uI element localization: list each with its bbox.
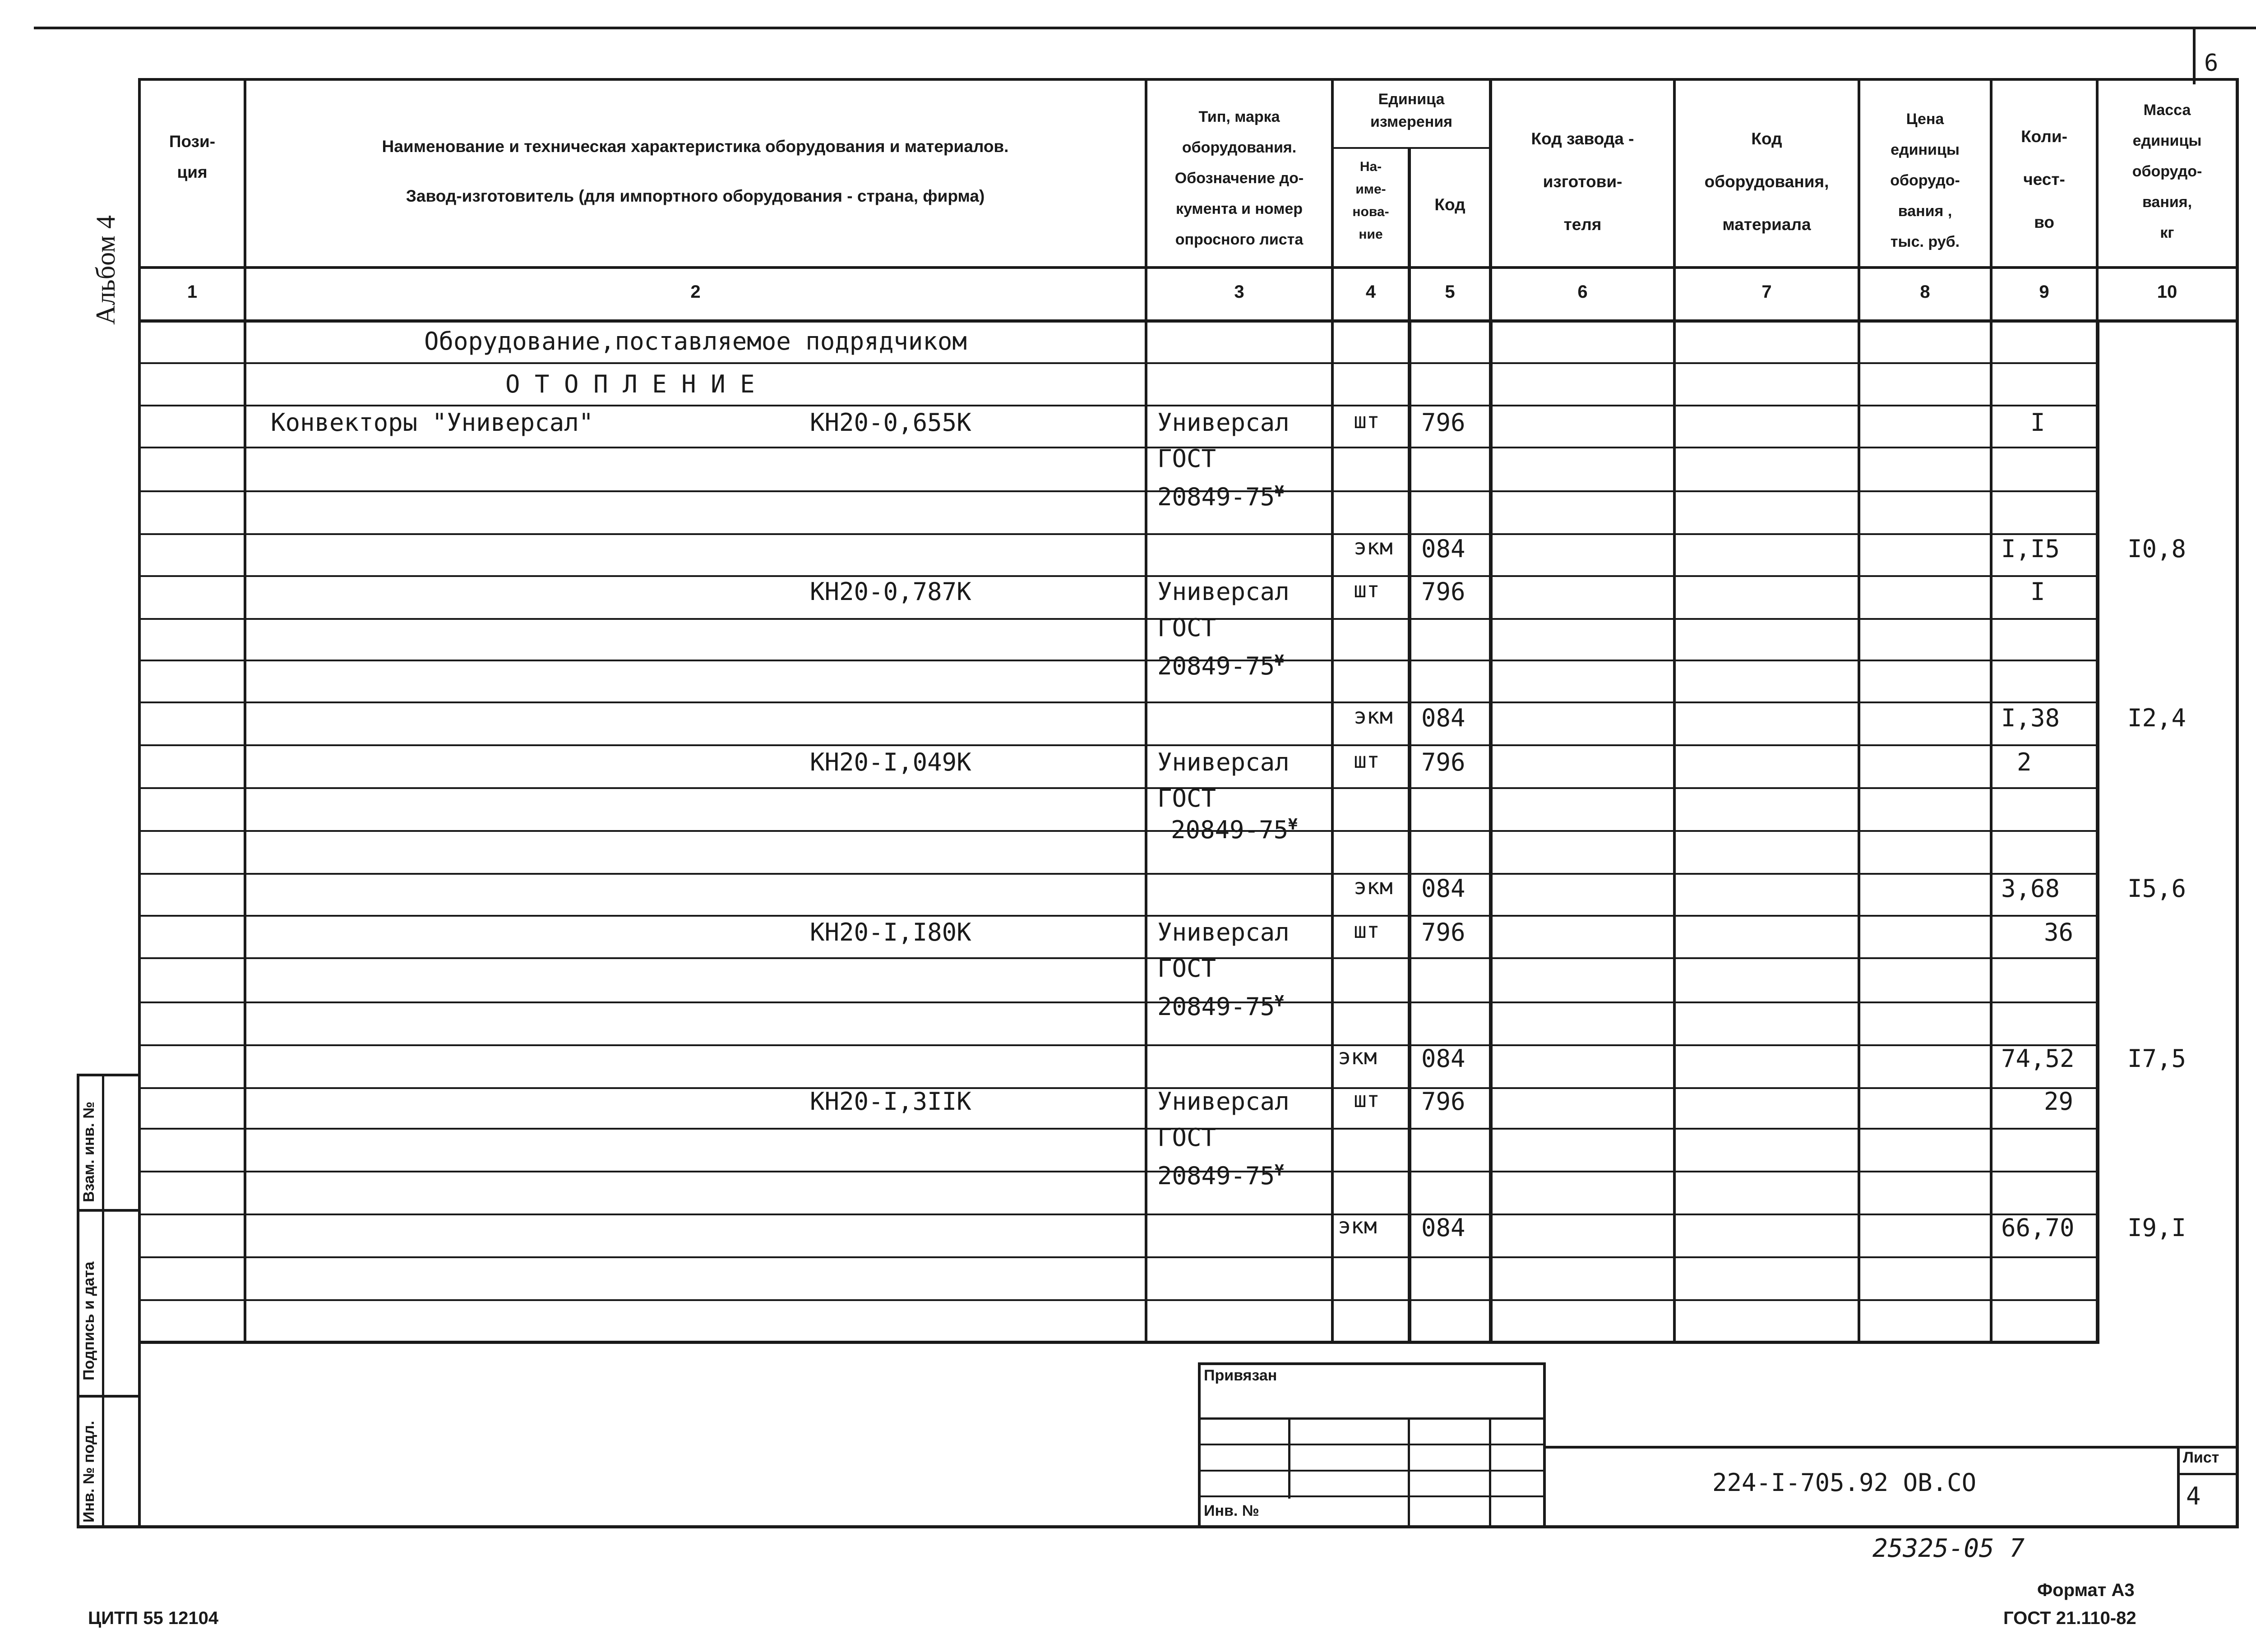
col-line-2	[1145, 78, 1147, 1344]
row-line	[138, 1214, 2099, 1215]
item-mass: I5,6	[2127, 874, 2187, 903]
row-line	[138, 490, 2099, 492]
item-unit-pcs: шт	[1354, 1087, 1380, 1112]
header-col9: Коли- чест- во	[2021, 127, 2067, 231]
stamp-row-3	[1198, 1470, 1545, 1472]
footnote-mark: ¥	[1288, 816, 1298, 834]
thick-col-line	[1489, 319, 1493, 1344]
row-line	[138, 1001, 2099, 1003]
item-model: КН20-I,3IIК	[810, 1087, 971, 1116]
stamp-top	[1198, 1362, 1545, 1365]
colnum-9: 9	[2039, 282, 2049, 302]
doc-area-top	[1543, 1446, 2239, 1449]
row-line	[138, 957, 2099, 959]
item-mass: I7,5	[2127, 1044, 2187, 1073]
row-line	[138, 575, 2099, 577]
strip-outer-left	[77, 1074, 79, 1528]
header-col5: Код	[1434, 195, 1465, 214]
item-code-pcs: 796	[1421, 577, 1465, 606]
product-name: Конвекторы "Универсал"	[271, 408, 594, 437]
row-line	[138, 533, 2099, 535]
row-line	[138, 873, 2099, 875]
strip-label-vzam: Взам. инв. №	[80, 1101, 97, 1202]
item-code-pcs: 796	[1421, 918, 1465, 946]
colnum-3: 3	[1234, 282, 1244, 302]
header-col10: Масса единицы оборудо- вания, кг	[2132, 102, 2202, 241]
col-line-6	[1673, 78, 1676, 1344]
handwritten-number: 25325-05 7	[1872, 1534, 2025, 1563]
footnote-mark: ¥	[1275, 1162, 1284, 1180]
header-col8: Цена единицы оборудо- вания , тыс. руб.	[1890, 111, 1960, 250]
item-code-pcs: 796	[1421, 408, 1465, 437]
item-type: Универсал	[1157, 918, 1290, 946]
item-gost: ГОСТ	[1157, 444, 1216, 473]
item-qty-ekm: 66,70	[2001, 1214, 2075, 1242]
row-line	[138, 701, 2099, 703]
item-gost: ГОСТ	[1157, 784, 1216, 812]
top-border-line	[34, 27, 2256, 29]
col-line-8	[1990, 78, 1992, 1344]
sheet-box-left	[2177, 1446, 2180, 1528]
colnum-1: 1	[187, 282, 198, 302]
item-code-ekm: 084	[1421, 704, 1465, 732]
album-label: Альбом 4	[91, 215, 120, 325]
format-label: Формат А3	[2037, 1580, 2135, 1600]
doc-code: 224-I-705.92 ОВ.СО	[1712, 1468, 1977, 1497]
col-line-3	[1331, 78, 1334, 1344]
subsection-title: О Т О П Л Е Н И Е	[505, 370, 755, 398]
header-col1: Пози- ция	[169, 132, 216, 181]
strip-label-podpis: Подпись и дата	[80, 1261, 97, 1380]
item-code-ekm: 084	[1421, 874, 1465, 903]
colnum-10: 10	[2157, 282, 2177, 302]
item-std: 20849-75¥	[1157, 992, 1284, 1021]
row-line	[138, 1087, 2099, 1089]
ctp-label: ЦИТП 55 12104	[88, 1608, 219, 1628]
item-code-ekm: 084	[1421, 1214, 1465, 1242]
stamp-col-3	[1489, 1417, 1491, 1528]
thick-col-line	[1408, 319, 1411, 1344]
item-gost: ГОСТ	[1157, 1123, 1216, 1152]
item-qty-ekm: 74,52	[2001, 1044, 2075, 1073]
thick-col-line	[2096, 319, 2099, 1344]
tab-left-line	[2193, 27, 2196, 84]
colnum-2: 2	[690, 282, 701, 302]
item-code-ekm: 084	[1421, 1044, 1465, 1073]
strip-sep-1	[77, 1209, 141, 1212]
header-bottom-line	[138, 266, 2239, 269]
colnum-8: 8	[1920, 282, 1930, 302]
item-qty-pcs: I	[2030, 408, 2045, 437]
item-qty-ekm: I,I5	[2001, 535, 2060, 563]
item-type: Универсал	[1157, 408, 1290, 437]
item-model: КН20-I,049К	[810, 748, 971, 776]
frame-bottom	[77, 1525, 2239, 1528]
item-std: 20849-75¥	[1157, 652, 1284, 680]
row-line	[138, 787, 2099, 789]
col-line-7	[1858, 78, 1860, 1344]
stamp-inv-label: Инв. №	[1204, 1502, 1259, 1519]
row-line	[138, 1171, 2099, 1172]
stamp-row-4	[1198, 1495, 1545, 1497]
item-model: КН20-0,655К	[810, 408, 971, 437]
sheet-box-mid	[2177, 1473, 2239, 1475]
row-line	[138, 1299, 2099, 1301]
item-unit-ekm: экм	[1354, 874, 1393, 900]
item-gost: ГОСТ	[1157, 954, 1216, 983]
item-qty-ekm: I,38	[2001, 704, 2060, 732]
item-code-pcs: 796	[1421, 748, 1465, 776]
item-type: Универсал	[1157, 1087, 1290, 1116]
numbers-bottom-line	[138, 319, 2239, 323]
item-type: Универсал	[1157, 577, 1290, 606]
item-mass: I2,4	[2127, 704, 2187, 732]
row-line	[138, 915, 2099, 917]
col-line-1	[244, 78, 246, 1344]
item-qty-ekm: 3,68	[2001, 874, 2060, 903]
colnum-4: 4	[1365, 282, 1376, 302]
item-code-ekm: 084	[1421, 535, 1465, 563]
table-body-bottom	[138, 1341, 2099, 1344]
sheet-label: Лист	[2183, 1449, 2219, 1466]
item-mass: I9,I	[2127, 1214, 2187, 1242]
colnum-6: 6	[1577, 282, 1588, 302]
item-unit-pcs: шт	[1354, 918, 1380, 943]
row-line	[138, 1128, 2099, 1130]
item-gost: ГОСТ	[1157, 614, 1216, 642]
item-qty-pcs: I	[2030, 577, 2045, 606]
colnum-5: 5	[1445, 282, 1455, 302]
row-line	[138, 660, 2099, 661]
header-unit-group: Единица измерения	[1370, 91, 1452, 130]
stamp-row-1	[1198, 1417, 1545, 1420]
frame-right	[2236, 78, 2239, 1528]
item-unit-pcs: шт	[1354, 577, 1380, 603]
item-unit-ekm: экм	[1338, 1044, 1377, 1070]
item-unit-pcs: шт	[1354, 748, 1380, 773]
item-qty-pcs: 29	[2044, 1087, 2074, 1116]
item-model: КН20-I,I80К	[810, 918, 971, 946]
item-unit-ekm: экм	[1338, 1214, 1377, 1239]
row-line	[138, 1256, 2099, 1258]
colnum-7: 7	[1761, 282, 1772, 302]
item-model: КН20-0,787К	[810, 577, 971, 606]
row-line	[138, 1044, 2099, 1046]
item-qty-pcs: 2	[2017, 748, 2032, 776]
item-std: 20849-75¥	[1171, 816, 1298, 844]
item-code-pcs: 796	[1421, 1087, 1465, 1116]
header-col2: Наименование и техническая характеристика оборудования и материалов. Завод-изготовитель (для импортного оборудования - страна, фирма)	[382, 137, 1009, 205]
stamp-left	[1198, 1362, 1201, 1528]
header-col6: Код завода - изготови- теля	[1531, 129, 1634, 234]
item-unit-ekm: экм	[1354, 704, 1393, 729]
item-std: 20849-75¥	[1157, 1162, 1284, 1190]
stamp-right	[1543, 1362, 1546, 1528]
header-col4: На- име- нова- ние	[1352, 159, 1389, 242]
item-qty-pcs: 36	[2044, 918, 2074, 946]
header-col3: Тип, марка оборудования. Обозначение до- кумента и номер опросного листа	[1174, 108, 1304, 248]
stamp-tied-label: Привязан	[1204, 1367, 1277, 1384]
gost-footer: ГОСТ 21.110-82	[2003, 1608, 2136, 1628]
unit-group-line	[1331, 147, 1491, 149]
footnote-mark: ¥	[1275, 652, 1284, 670]
item-unit-pcs: шт	[1354, 408, 1380, 434]
strip-inner-left	[102, 1074, 104, 1528]
section-title: Оборудование,поставляемое подрядчиком	[424, 327, 967, 355]
sheet-tab-number: 6	[2204, 50, 2219, 77]
item-std: 20849-75¥	[1157, 483, 1284, 511]
item-mass: I0,8	[2127, 535, 2187, 563]
stamp-row-2	[1198, 1444, 1545, 1445]
stamp-col-2	[1408, 1417, 1410, 1528]
row-line	[138, 830, 2099, 832]
footnote-mark: ¥	[1275, 992, 1284, 1011]
row-line	[138, 744, 2099, 746]
item-type: Универсал	[1157, 748, 1290, 776]
row-line	[138, 447, 2099, 448]
stamp-col-1	[1288, 1417, 1290, 1499]
footnote-mark: ¥	[1275, 483, 1284, 501]
row-line	[138, 405, 2099, 406]
row-line	[138, 362, 2099, 364]
header-col7: Код оборудования, материала	[1704, 129, 1829, 234]
strip-label-inv: Инв. № подл.	[80, 1421, 97, 1523]
frame-top	[138, 78, 2239, 81]
row-line	[138, 618, 2099, 620]
item-unit-ekm: экм	[1354, 535, 1393, 560]
strip-top	[77, 1074, 141, 1076]
sheet-number: 4	[2186, 1482, 2201, 1510]
strip-sep-2	[77, 1395, 141, 1398]
